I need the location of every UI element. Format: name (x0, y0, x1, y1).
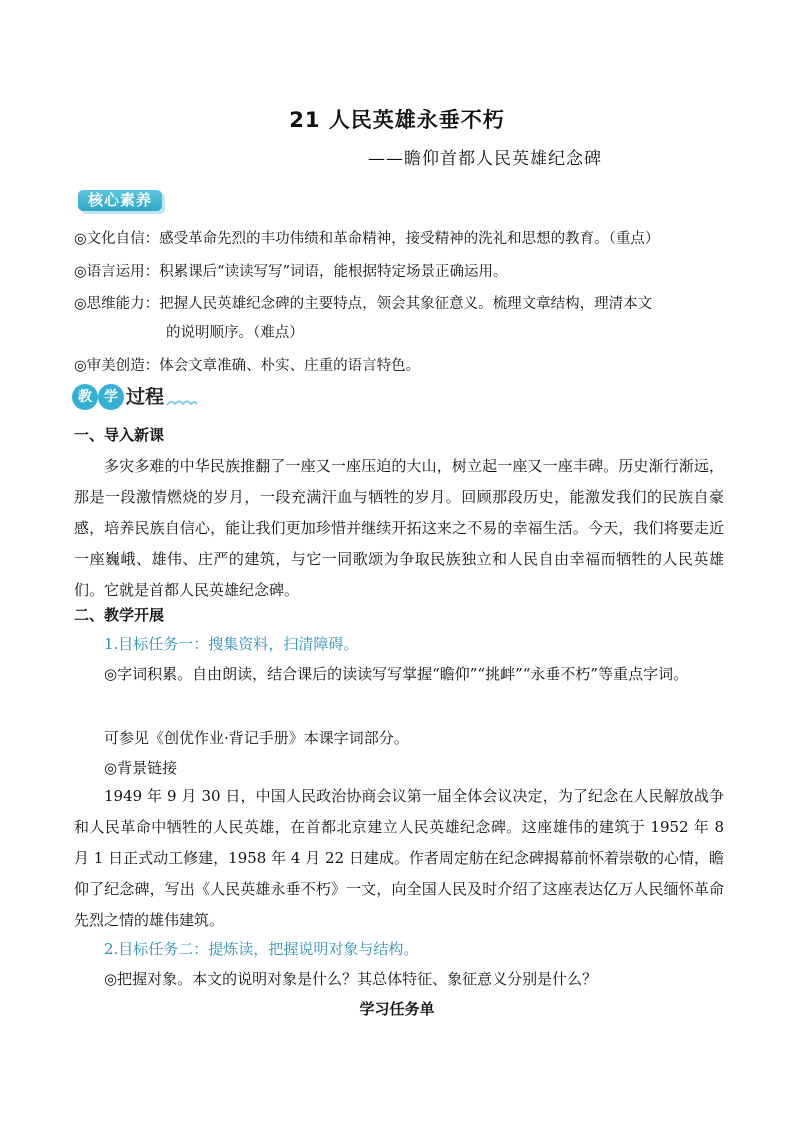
process-circle-1: 教 (72, 384, 98, 410)
section-heading-intro: 一、导入新课 (74, 426, 165, 444)
background-label: ◎背景链接 (104, 759, 178, 777)
cloud-decoration-icon (166, 398, 198, 408)
task-two: 2.目标任务二：提炼读，把握说明对象与结构。 (104, 940, 419, 958)
intro-paragraph: 多灾多难的中华民族推翻了一座又一座压迫的大山，树立起一座又一座丰碑。历史渐行渐远，那是一段激情燃烧的岁月，一段充满汗血与牺牲的岁月。回顾那段历史，能激发我们的民族自豪感，培养民族自信心，能让我们更加珍惜并继续开拓这来之不易的幸福生活。今天，我们将要走近一座巍峨、雄伟、庄严的建筑，与它一同歌颂为争取民族独立和人民自由幸福而牺牲的人民英雄们。它就是首都人民英雄纪念碑。 (74, 457, 724, 599)
page-title: 21 人民英雄永垂不朽 (289, 108, 505, 132)
subtitle-text: ——瞻仰首都人民英雄纪念碑 (368, 149, 602, 169)
section-heading-teaching: 二、教学开展 (74, 606, 165, 624)
process-circle-2: 学 (98, 384, 124, 410)
worksheet-title: 学习任务单 (359, 1000, 435, 1018)
process-label: 过程 (126, 386, 165, 408)
core-literacy-badge (74, 188, 166, 213)
grasp-object-question: ◎把握对象。本文的说明对象是什么？其总体特征、象征意义分别是什么？ (104, 970, 598, 988)
page-subtitle (0, 144, 794, 169)
core-item-thinking-cont: 的说明顺序。（难点） (166, 325, 304, 341)
reference-note: 可参见《创优作业·背记手册》本课字词部分。 (104, 729, 409, 747)
badge-label: 核心素养 (87, 191, 152, 209)
core-item-culture: ◎文化自信：感受革命先烈的丰功伟绩和革命精神，接受精神的洗礼和思想的教育。（重点） (74, 231, 660, 247)
core-item-language: ◎语言运用：积累课后“读读写写”词语，能根据特定场景正确运用。 (74, 264, 508, 280)
vocab-paragraph: ◎字词积累。自由朗读，结合课后的读读写写掌握“瞻仰”“挑衅”“永垂不朽”等重点字词。 (104, 665, 689, 683)
core-item-aesthetic: ◎审美创造：体会文章准确、朴实、庄重的语言特色。 (74, 358, 421, 374)
task-one: 1.目标任务一：搜集资料，扫清障碍。 (104, 635, 359, 653)
background-paragraph: 1949 年 9 月 30 日，中国人民政治协商会议第一届全体会议决定，为了纪念在人民解放战争和人民革命中牺牲的人民英雄，在首都北京建立人民英雄纪念碑。这座雄伟的建筑于 1952 年 8 月 1 日正式动工修建，1958 年 4 月 22 日建成。作者周定舫在纪念碑揭幕前怀着崇敬的心情，瞻仰了纪念碑，写出《人民英雄永垂不朽》一文，向全国人民及时介绍了这座表达亿万人民缅怀革命先烈之情的雄伟建筑。 (74, 787, 724, 929)
core-item-thinking: ◎思维能力：把握人民英雄纪念碑的主要特点，领会其象征意义。梳理文章结构，理清本文 (74, 296, 653, 312)
teaching-process-badge (72, 382, 202, 414)
